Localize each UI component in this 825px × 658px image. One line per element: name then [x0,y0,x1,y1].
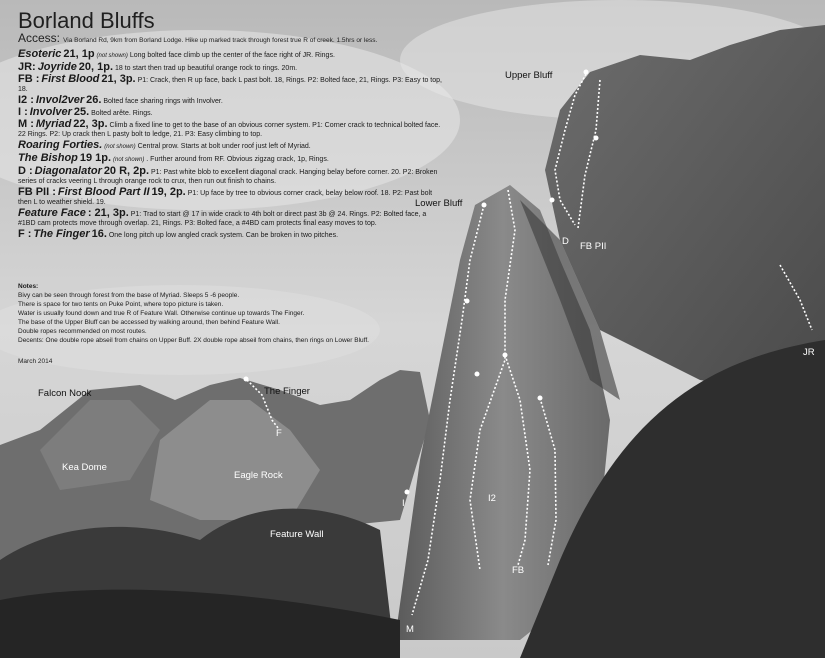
date: March 2014 [18,358,53,365]
route-grade: 21, 1p [63,48,95,60]
route-grade: 19, 2p. [151,186,186,198]
route-grade: 20, 1p. [78,61,114,73]
label-feature-wall: Feature Wall [270,529,324,540]
label-m: M [406,624,414,635]
label-i: I [402,498,405,509]
route-entry [18,167,443,186]
notes-section [18,282,438,345]
notes-line: Bivy can be seen through forest from the base of Myriad. Sleeps 5 -6 people. [18,292,240,299]
access-line [18,31,377,45]
route-description: 18 to start then trad up beautiful orange rock to rings. 20m. [114,65,298,72]
route-code: M : [18,118,34,130]
route-note: (not shown) [96,53,128,59]
route-grade: : 21, 3p. [87,207,129,219]
route-description: Long bolted face climb up the center of the face right of JR. Rings. [129,52,335,59]
notes-heading: Notes: [18,283,39,290]
route-grade: 22, 3p. [73,118,108,130]
label-kea-dome: Kea Dome [62,462,107,473]
route-grade: 19 1p. [79,152,112,164]
label-f: F [276,428,282,439]
notes-line: Decents: One double rope abseil from chains on Upper Buff. 2X double rope abseil from chains, then rings on Lower Bluff. [18,337,369,344]
route-code: FB : [18,73,40,85]
access-label: Access: [18,31,61,45]
route-name: Joyride [37,61,77,73]
route-code: I2 : [18,94,34,106]
label-fb: FB [512,565,525,576]
label-lower-bluff: Lower Bluff [415,198,463,209]
route-grade: 16. [91,228,107,240]
route-entry [18,120,443,139]
route-name: The Finger [33,228,90,240]
route-code: Esoteric [18,48,62,60]
route-entry [18,63,443,73]
belay-dot [482,203,487,208]
route-code: JR: [18,61,36,73]
route-code: I : [18,106,28,118]
notes-line: Double ropes recommended on most routes. [18,328,147,335]
route-code: Roaring Forties. [18,139,103,151]
route-entry [18,188,443,207]
notes-line: The base of the Upper Bluff can be accessed by walking around, then behind Feature Wall. [18,319,280,326]
route-entry [18,96,443,106]
notes-line: There is space for two tents on Puke Point, where topo picture is taken. [18,301,224,308]
route-description: Bolted arête. Rings. [91,110,153,117]
label-falcon-nook: Falcon Nook [38,388,92,399]
route-entry [18,154,443,165]
route-name: Diagonalator [34,165,102,177]
route-entry [18,75,443,94]
label-the-finger: The Finger [264,386,310,397]
route-code: D : [18,165,33,177]
notes-line: Water is usually found down and true R of Feature Wall. Otherwise continue up towards The Finger. [18,310,305,317]
belay-dot [465,299,470,304]
label-i2: I2 [488,493,496,504]
route-name: First Blood [41,73,100,85]
route-list [18,50,443,242]
route-code: FB PII : [18,186,56,198]
route-entry [18,230,443,240]
route-description: P1: Past white blob to excellent diagonal crack. Hanging belay before corner. 20. P2: Broken series of cracks veering L through orange rock to crux, then run out finish to chains. [18,169,438,185]
access-text: Via Borland Rd, 9km from Borland Lodge. Hike up marked track through forest true R of creek. 1.5hrs or less. [63,37,378,44]
route-entry [18,108,443,118]
route-grade: 26. [86,94,102,106]
route-name: Invol2ver [35,94,85,106]
belay-dot [550,198,555,203]
route-note: (not shown) [112,157,145,163]
route-description: P1: Crack, then R up face, back L past bolt. 18, Rings. P2: Bolted face, 21, Rings. P3: Easy to top, 18. [18,77,442,93]
belay-dot [405,490,410,495]
belay-dot [503,353,508,358]
page-title: Borland Bluffs [18,8,155,33]
route-description: P1: Up face by tree to obvious corner crack, belay below roof. 18. P2: Past bolt then L to weather shield. 19. [18,190,433,206]
route-description: P1: Trad to start @ 17 in wide crack to 4th bolt or direct past 3b @ 24. Rings. P2: Bolted face, a #1BD cam protects move through overlap. 21, Rings. P3: Bolted face, a #4BD cam protects final easy moves to top. [18,211,427,227]
route-description: . Further around from RF. Obvious zigzag crack, 1p, Rings. [146,156,329,163]
route-code: F : [18,228,32,240]
label-jr: JR [803,347,815,358]
route-description: One long pitch up low angled crack system. Can be broken in two pitches. [108,232,339,239]
belay-dot [538,396,543,401]
label-fb-pii: FB PII [580,241,607,252]
route-name: Involver [29,106,72,118]
route-name: Myriad [35,118,72,130]
route-code: The Bishop [18,152,78,164]
route-code: Feature Face [18,207,86,219]
label-eagle-rock: Eagle Rock [234,470,283,481]
label-d: D [562,236,569,247]
route-grade: 25. [73,106,90,118]
label-upper-bluff: Upper Bluff [505,70,553,81]
route-entry [18,141,443,152]
belay-dot [594,136,599,141]
route-name: First Blood Part II [57,186,150,198]
route-description: Central prow. Starts at bolt under roof just left of Myriad. [137,143,311,150]
route-grade: 20 R, 2p. [103,165,150,177]
route-grade: 21, 3p. [101,73,136,85]
belay-dot [244,377,249,382]
belay-dot [475,372,480,377]
route-description: Bolted face sharing rings with Involver. [103,98,223,105]
belay-dot [584,70,589,75]
route-note: (not shown) [104,144,136,150]
route-entry [18,50,443,61]
route-entry [18,209,443,228]
route-description: Climb a fixed line to get to the base of an obvious corner system. P1: Corner crack to technical bolted face. 22 Rings. P2: Up crack then L pasty bolt to ledge, 21. P3: Easy climbing to top. [18,122,441,138]
